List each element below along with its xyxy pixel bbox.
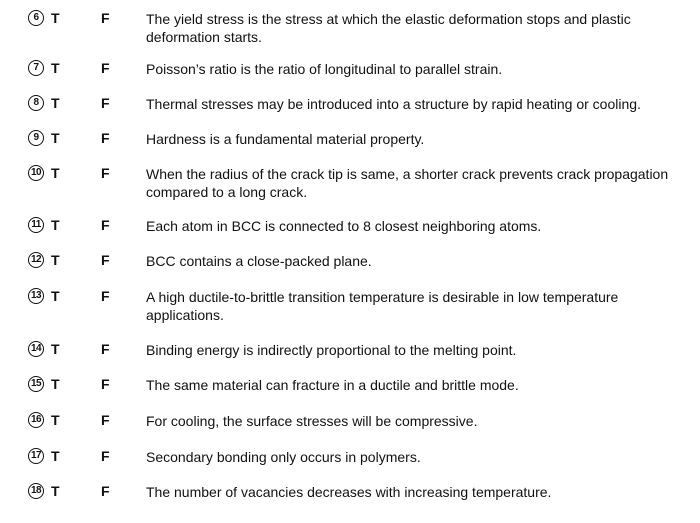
true-option[interactable]: T [51, 341, 60, 357]
false-option[interactable]: F [101, 130, 110, 146]
true-option[interactable]: T [51, 130, 60, 146]
false-option[interactable]: F [101, 483, 110, 499]
question-statement: Poisson’s ratio is the ratio of longitudinal to parallel strain. [146, 61, 503, 77]
true-option[interactable]: T [51, 288, 60, 304]
question-14 [0, 341, 700, 381]
question-number-badge: 10 [28, 165, 44, 181]
question-number-badge: 7 [28, 60, 44, 76]
question-number-badge: 16 [28, 412, 44, 428]
question-17 [0, 448, 700, 488]
question-statement: BCC contains a close-packed plane. [146, 253, 372, 269]
question-13 [0, 288, 700, 328]
false-option[interactable]: F [101, 341, 110, 357]
false-option[interactable]: F [101, 288, 110, 304]
false-option[interactable]: F [101, 95, 110, 111]
false-option[interactable]: F [101, 448, 110, 464]
question-number-badge: 13 [28, 288, 44, 304]
question-statement: The number of vacancies decreases with increasing temperature. [146, 484, 552, 500]
question-8 [0, 95, 700, 135]
question-10 [0, 165, 700, 205]
question-number-badge: 9 [28, 130, 44, 146]
question-statement: Each atom in BCC is connected to 8 closest neighboring atoms. [146, 218, 542, 234]
question-16 [0, 412, 700, 452]
false-option[interactable]: F [101, 10, 110, 26]
question-number-badge: 11 [28, 217, 44, 233]
false-option[interactable]: F [101, 376, 110, 392]
true-option[interactable]: T [51, 483, 60, 499]
true-option[interactable]: T [51, 412, 60, 428]
question-number-badge: 18 [28, 483, 44, 499]
question-statement: Thermal stresses may be introduced into a structure by rapid heating or cooling. [146, 96, 641, 112]
false-option[interactable]: F [101, 60, 110, 76]
true-option[interactable]: T [51, 60, 60, 76]
true-option[interactable]: T [51, 95, 60, 111]
question-number-badge: 15 [28, 376, 44, 392]
question-statement: Hardness is a fundamental material property. [146, 131, 425, 147]
true-option[interactable]: T [51, 217, 60, 233]
question-number-badge: 12 [28, 252, 44, 268]
true-option[interactable]: T [51, 448, 60, 464]
question-statement: When the radius of the crack tip is same, a shorter crack prevents crack propagation compared to a long crack. [146, 166, 669, 200]
true-option[interactable]: T [51, 165, 60, 181]
false-option[interactable]: F [101, 412, 110, 428]
question-11 [0, 217, 700, 257]
question-12 [0, 252, 700, 292]
question-number-badge: 8 [28, 95, 44, 111]
true-option[interactable]: T [51, 376, 60, 392]
false-option[interactable]: F [101, 217, 110, 233]
question-number-badge: 17 [28, 448, 44, 464]
question-18 [0, 483, 700, 523]
question-number-badge: 6 [28, 10, 44, 26]
question-statement: For cooling, the surface stresses will be compressive. [146, 413, 478, 429]
question-number-badge: 14 [28, 341, 44, 357]
true-option[interactable]: T [51, 252, 60, 268]
question-statement: A high ductile-to-brittle transition temperature is desirable in low temperature applications. [146, 289, 619, 323]
question-6 [0, 10, 700, 50]
false-option[interactable]: F [101, 165, 110, 181]
question-statement: The yield stress is the stress at which the elastic deformation stops and plastic deformation starts. [146, 11, 631, 45]
false-option[interactable]: F [101, 252, 110, 268]
question-9 [0, 130, 700, 170]
question-15 [0, 376, 700, 416]
true-option[interactable]: T [51, 10, 60, 26]
question-7 [0, 60, 700, 100]
question-statement: Binding energy is indirectly proportional to the melting point. [146, 342, 517, 358]
question-statement: Secondary bonding only occurs in polymers. [146, 449, 421, 465]
question-statement: The same material can fracture in a ductile and brittle mode. [146, 377, 519, 393]
